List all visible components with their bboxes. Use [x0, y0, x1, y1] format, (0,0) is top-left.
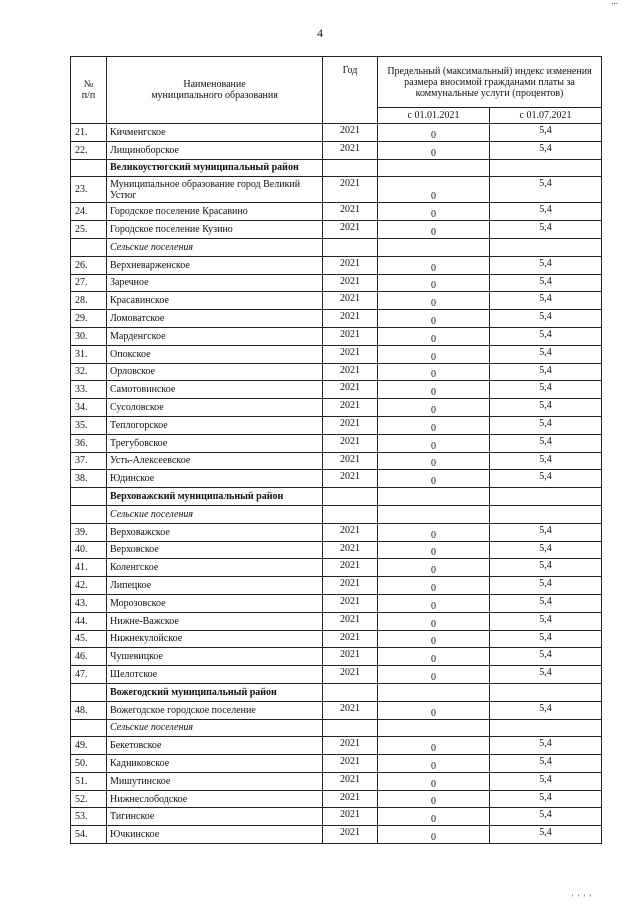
table-row [71, 666, 602, 684]
index-jul: 5,4 [490, 274, 602, 292]
tariff-index-table [70, 56, 602, 844]
row-year: 2021 [323, 523, 378, 541]
table-row [71, 790, 602, 808]
table-row [71, 772, 602, 790]
index-jan: 0 [378, 327, 490, 345]
municipality-name: Тигинское [107, 808, 323, 826]
index-jan: 0 [378, 274, 490, 292]
index-jan: 0 [378, 630, 490, 648]
row-year: 2021 [323, 345, 378, 363]
row-year: 2021 [323, 612, 378, 630]
table-row [71, 256, 602, 274]
row-year: 2021 [323, 577, 378, 595]
index-jan: 0 [378, 203, 490, 221]
municipality-name: Чушевицкое [107, 648, 323, 666]
index-jan: 0 [378, 292, 490, 310]
index-jul: 5,4 [490, 470, 602, 488]
row-year: 2021 [323, 292, 378, 310]
index-jan: 0 [378, 594, 490, 612]
index-jan: 0 [378, 808, 490, 826]
district-row [71, 683, 602, 701]
empty-cell [490, 238, 602, 256]
index-jul: 5,4 [490, 363, 602, 381]
subheading-row [71, 238, 602, 256]
row-number: 32. [71, 363, 107, 381]
empty-cell [490, 719, 602, 737]
subheading-label: Сельские поселения [107, 238, 323, 256]
index-jul: 5,4 [490, 612, 602, 630]
index-jan: 0 [378, 124, 490, 142]
index-jul: 5,4 [490, 416, 602, 434]
row-number: 43. [71, 594, 107, 612]
row-number: 50. [71, 755, 107, 773]
empty-cell [71, 159, 107, 177]
index-jan: 0 [378, 310, 490, 328]
row-year: 2021 [323, 274, 378, 292]
index-jul: 5,4 [490, 594, 602, 612]
table-row [71, 648, 602, 666]
index-jan: 0 [378, 577, 490, 595]
empty-cell [323, 488, 378, 506]
header-num: № п/п [71, 57, 107, 124]
index-jul: 5,4 [490, 541, 602, 559]
municipality-name: Заречное [107, 274, 323, 292]
table-row [71, 381, 602, 399]
row-year: 2021 [323, 452, 378, 470]
empty-cell [378, 719, 490, 737]
index-jan: 0 [378, 701, 490, 719]
municipality-name: Трегубовское [107, 434, 323, 452]
district-name: Великоустюгский муниципальный район [107, 159, 323, 177]
row-year: 2021 [323, 256, 378, 274]
page-number: 4 [317, 26, 323, 40]
district-row [71, 159, 602, 177]
row-number: 38. [71, 470, 107, 488]
municipality-name: Сусоловское [107, 399, 323, 417]
index-jan: 0 [378, 416, 490, 434]
municipality-name: Нижне-Важское [107, 612, 323, 630]
index-jul: 5,4 [490, 630, 602, 648]
row-number: 26. [71, 256, 107, 274]
header-from-jul: с 01.07.2021 [490, 108, 602, 124]
row-number: 54. [71, 826, 107, 844]
row-number: 48. [71, 701, 107, 719]
table-row [71, 203, 602, 221]
row-year: 2021 [323, 310, 378, 328]
row-year: 2021 [323, 772, 378, 790]
municipality-name: Бекетовское [107, 737, 323, 755]
row-number: 29. [71, 310, 107, 328]
index-jul: 5,4 [490, 399, 602, 417]
table-row [71, 221, 602, 239]
row-number: 46. [71, 648, 107, 666]
row-number: 49. [71, 737, 107, 755]
municipality-name: Муниципальное образование город Великий Устюг [107, 177, 323, 203]
index-jul: 5,4 [490, 808, 602, 826]
row-year: 2021 [323, 203, 378, 221]
row-year: 2021 [323, 630, 378, 648]
table-row [71, 630, 602, 648]
index-jan: 0 [378, 737, 490, 755]
empty-cell [378, 238, 490, 256]
empty-cell [71, 488, 107, 506]
row-number: 40. [71, 541, 107, 559]
table-row [71, 826, 602, 844]
index-jan: 0 [378, 666, 490, 684]
row-number: 23. [71, 177, 107, 203]
municipality-name: Вожегодское городское поселение [107, 701, 323, 719]
municipality-name: Мишутинское [107, 772, 323, 790]
index-jul: 5,4 [490, 203, 602, 221]
municipality-name: Липецкое [107, 577, 323, 595]
row-number: 27. [71, 274, 107, 292]
index-jan: 0 [378, 452, 490, 470]
index-jan: 0 [378, 363, 490, 381]
index-jul: 5,4 [490, 523, 602, 541]
municipality-name: Кичменгское [107, 124, 323, 142]
index-jul: 5,4 [490, 790, 602, 808]
index-jul: 5,4 [490, 124, 602, 142]
row-year: 2021 [323, 327, 378, 345]
index-jan: 0 [378, 141, 490, 159]
row-year: 2021 [323, 541, 378, 559]
row-number: 30. [71, 327, 107, 345]
index-jul: 5,4 [490, 772, 602, 790]
index-jan: 0 [378, 790, 490, 808]
district-name: Вожегодский муниципальный район [107, 683, 323, 701]
row-number: 24. [71, 203, 107, 221]
table-row [71, 124, 602, 142]
row-number: 44. [71, 612, 107, 630]
table-row [71, 559, 602, 577]
index-jul: 5,4 [490, 666, 602, 684]
municipality-name: Кадниковское [107, 755, 323, 773]
municipality-name: Ючкинское [107, 826, 323, 844]
table-row [71, 523, 602, 541]
row-year: 2021 [323, 470, 378, 488]
index-jan: 0 [378, 256, 490, 274]
row-number: 39. [71, 523, 107, 541]
corner-top-mark: ... [611, 0, 618, 6]
municipality-name: Лищиноборское [107, 141, 323, 159]
empty-cell [490, 683, 602, 701]
index-jul: 5,4 [490, 141, 602, 159]
table-row [71, 541, 602, 559]
row-number: 21. [71, 124, 107, 142]
table-row [71, 416, 602, 434]
row-number: 35. [71, 416, 107, 434]
row-number: 25. [71, 221, 107, 239]
table-row [71, 434, 602, 452]
row-number: 36. [71, 434, 107, 452]
row-year: 2021 [323, 826, 378, 844]
header-index: Предельный (максимальный) индекс изменения размера вносимой гражданами платы за коммунальные услуги (процентов) [378, 57, 602, 108]
index-jan: 0 [378, 772, 490, 790]
empty-cell [378, 159, 490, 177]
municipality-name: Городское поселение Красавино [107, 203, 323, 221]
row-number: 28. [71, 292, 107, 310]
index-jul: 5,4 [490, 826, 602, 844]
index-jan: 0 [378, 612, 490, 630]
index-jul: 5,4 [490, 577, 602, 595]
index-jan: 0 [378, 434, 490, 452]
municipality-name: Нижнекулойское [107, 630, 323, 648]
index-jul: 5,4 [490, 221, 602, 239]
table-row [71, 755, 602, 773]
row-number: 51. [71, 772, 107, 790]
empty-cell [323, 238, 378, 256]
table-row [71, 452, 602, 470]
index-jan: 0 [378, 177, 490, 203]
row-number: 47. [71, 666, 107, 684]
empty-cell [71, 683, 107, 701]
row-number: 33. [71, 381, 107, 399]
index-jul: 5,4 [490, 345, 602, 363]
row-year: 2021 [323, 648, 378, 666]
subheading-label: Сельские поселения [107, 505, 323, 523]
district-name: Верховажский муниципальный район [107, 488, 323, 506]
empty-cell [490, 505, 602, 523]
index-jul: 5,4 [490, 256, 602, 274]
row-year: 2021 [323, 363, 378, 381]
empty-cell [378, 505, 490, 523]
row-year: 2021 [323, 124, 378, 142]
row-number: 34. [71, 399, 107, 417]
index-jul: 5,4 [490, 381, 602, 399]
empty-cell [71, 238, 107, 256]
table-body [71, 124, 602, 844]
index-jul: 5,4 [490, 755, 602, 773]
header-name: Наименование муниципального образования [107, 57, 323, 124]
index-jan: 0 [378, 826, 490, 844]
row-year: 2021 [323, 141, 378, 159]
empty-cell [323, 719, 378, 737]
row-year: 2021 [323, 755, 378, 773]
municipality-name: Шелотское [107, 666, 323, 684]
row-number: 22. [71, 141, 107, 159]
table-row [71, 594, 602, 612]
empty-cell [378, 683, 490, 701]
index-jan: 0 [378, 523, 490, 541]
row-number: 42. [71, 577, 107, 595]
municipality-name: Орловское [107, 363, 323, 381]
row-year: 2021 [323, 594, 378, 612]
empty-cell [323, 683, 378, 701]
index-jan: 0 [378, 755, 490, 773]
row-year: 2021 [323, 790, 378, 808]
header-from-jan: с 01.01.2021 [378, 108, 490, 124]
index-jul: 5,4 [490, 177, 602, 203]
table-row [71, 577, 602, 595]
empty-cell [323, 505, 378, 523]
header-year: Год [323, 57, 378, 124]
index-jan: 0 [378, 381, 490, 399]
subheading-label: Сельские поселения [107, 719, 323, 737]
table-row [71, 808, 602, 826]
row-number: 45. [71, 630, 107, 648]
row-year: 2021 [323, 559, 378, 577]
index-jan: 0 [378, 648, 490, 666]
index-jul: 5,4 [490, 292, 602, 310]
index-jan: 0 [378, 345, 490, 363]
table-row [71, 612, 602, 630]
index-jul: 5,4 [490, 434, 602, 452]
subheading-row [71, 719, 602, 737]
empty-cell [71, 719, 107, 737]
table-row [71, 345, 602, 363]
table-row [71, 470, 602, 488]
municipality-name: Самотовинское [107, 381, 323, 399]
municipality-name: Усть-Алексеевское [107, 452, 323, 470]
district-row [71, 488, 602, 506]
row-year: 2021 [323, 737, 378, 755]
row-year: 2021 [323, 416, 378, 434]
row-year: 2021 [323, 808, 378, 826]
municipality-name: Красавинское [107, 292, 323, 310]
municipality-name: Верховское [107, 541, 323, 559]
table-row [71, 399, 602, 417]
row-year: 2021 [323, 434, 378, 452]
index-jan: 0 [378, 221, 490, 239]
empty-cell [378, 488, 490, 506]
municipality-name: Опокское [107, 345, 323, 363]
table-row [71, 327, 602, 345]
municipality-name: Юдинское [107, 470, 323, 488]
empty-cell [71, 505, 107, 523]
empty-cell [323, 159, 378, 177]
table-row [71, 177, 602, 203]
index-jul: 5,4 [490, 327, 602, 345]
row-number: 41. [71, 559, 107, 577]
municipality-name: Нижнеслободское [107, 790, 323, 808]
municipality-name: Ломоватское [107, 310, 323, 328]
row-year: 2021 [323, 701, 378, 719]
subheading-row [71, 505, 602, 523]
row-year: 2021 [323, 399, 378, 417]
index-jul: 5,4 [490, 310, 602, 328]
index-jul: 5,4 [490, 737, 602, 755]
index-jul: 5,4 [490, 648, 602, 666]
municipality-name: Марденгское [107, 327, 323, 345]
index-jan: 0 [378, 399, 490, 417]
row-year: 2021 [323, 177, 378, 203]
municipality-name: Городское поселение Кузино [107, 221, 323, 239]
municipality-name: Коленгское [107, 559, 323, 577]
table-row [71, 701, 602, 719]
index-jan: 0 [378, 470, 490, 488]
row-year: 2021 [323, 666, 378, 684]
row-number: 52. [71, 790, 107, 808]
index-jul: 5,4 [490, 452, 602, 470]
row-year: 2021 [323, 381, 378, 399]
row-number: 31. [71, 345, 107, 363]
index-jan: 0 [378, 559, 490, 577]
index-jul: 5,4 [490, 701, 602, 719]
municipality-name: Верховажское [107, 523, 323, 541]
municipality-name: Морозовское [107, 594, 323, 612]
empty-cell [490, 159, 602, 177]
municipality-name: Верхневарженское [107, 256, 323, 274]
table-row [71, 363, 602, 381]
index-jan: 0 [378, 541, 490, 559]
index-jul: 5,4 [490, 559, 602, 577]
table-row [71, 310, 602, 328]
row-number: 53. [71, 808, 107, 826]
table-row [71, 292, 602, 310]
row-number: 37. [71, 452, 107, 470]
municipality-name: Теплогорское [107, 416, 323, 434]
table-row [71, 737, 602, 755]
corner-bottom-mark: ' ' ' ' [571, 893, 592, 903]
table-row [71, 141, 602, 159]
table-row [71, 274, 602, 292]
row-year: 2021 [323, 221, 378, 239]
empty-cell [490, 488, 602, 506]
